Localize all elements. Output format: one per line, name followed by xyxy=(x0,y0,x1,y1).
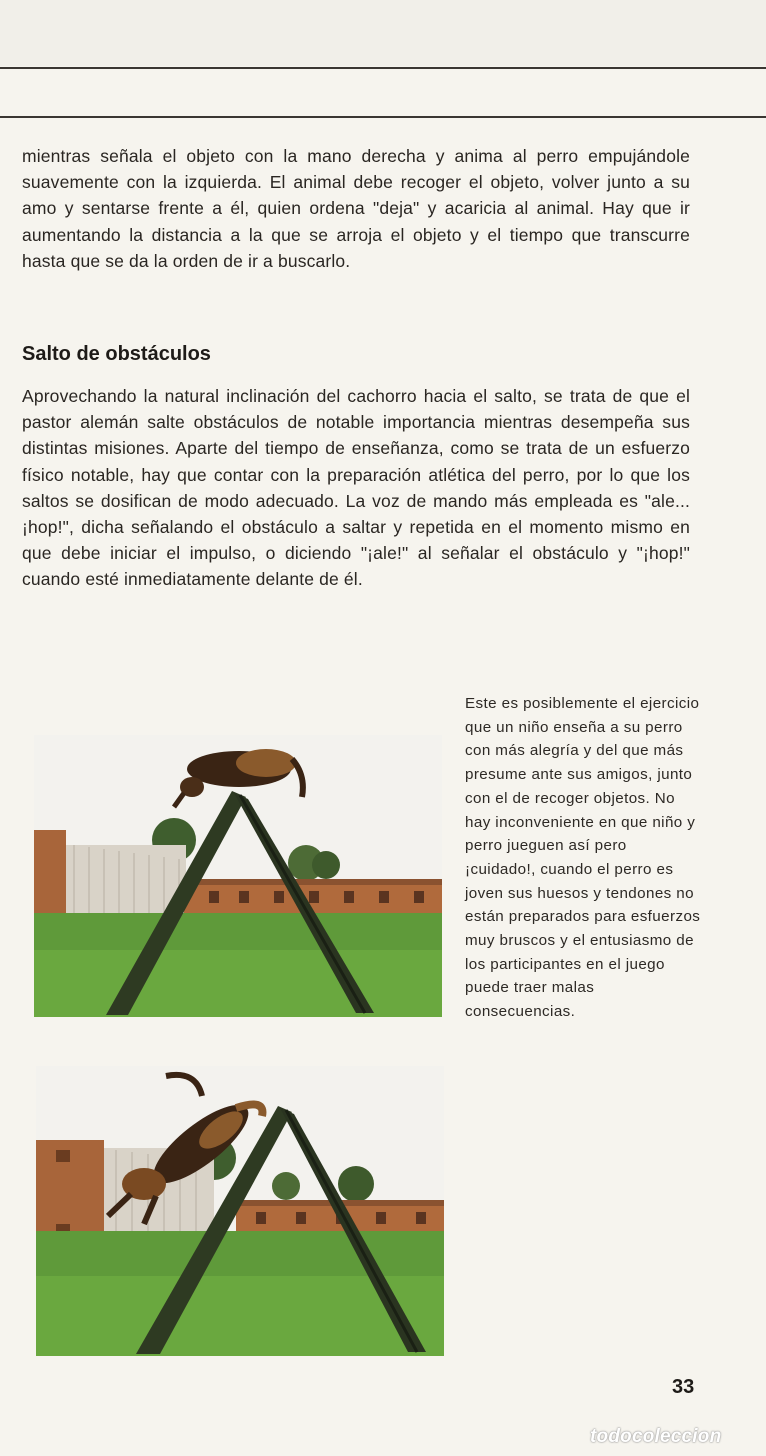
header-band xyxy=(0,0,766,66)
page-number: 33 xyxy=(672,1376,695,1398)
section-body: Aprovechando la natural inclinación del cachorro hacia el salto, se trata de que el pastor alemán salte obstáculos de notable importancia mientras desempeña sus distintas misiones. Aparte del tiempo de enseñanza, como se trata de un esfuerzo físico notable, hay que contar con la preparación atlética del perro, por lo que los saltos se dosifican de modo adecuado. La voz de mando más empleada es "ale... ¡hop!", dicha señalando el obstáculo a saltar y repetida en el momento mismo en que debe iniciar el impulso, o diciendo "¡ale!" al señalar el obstáculo y "¡hop!" cuando esté inmediatamente delante de él. xyxy=(22,386,690,590)
photo-caption: Este es posiblemente el ejercicio que un niño enseña a su perro con más alegría y del que más presume ante sus amigos, junto con el de recoger objetos. No hay inconveniente en que niño y perro jueguen así pero ¡cuidado!, cuando el perro es joven sus huesos y tendones no están preparados para esfuerzos muy bruscos y el entusiasmo de los participantes en el juego puede traer malas consecuencias. xyxy=(465,695,701,1021)
dog-climbing-a-frame-photo xyxy=(34,735,442,1017)
section-heading: Salto de obstáculos xyxy=(22,343,211,365)
intro-paragraph: mientras señala el objeto con la mano derecha y anima al perro empujándole suavemente con la izquierda. El animal debe recoger el objeto, volver junto a su amo y sentarse frente a él, quien ordena "deja" y acaricia al animal. Hay que ir aumentando la distancia a la que se arroja el objeto y el tiempo que transcurre hasta que se da la orden de ir a buscarlo. xyxy=(22,146,690,271)
dog-descending-a-frame-photo xyxy=(36,1066,444,1356)
top-rule xyxy=(0,67,766,69)
second-rule xyxy=(0,116,766,118)
watermark-text: todocoleccion xyxy=(590,1426,722,1447)
